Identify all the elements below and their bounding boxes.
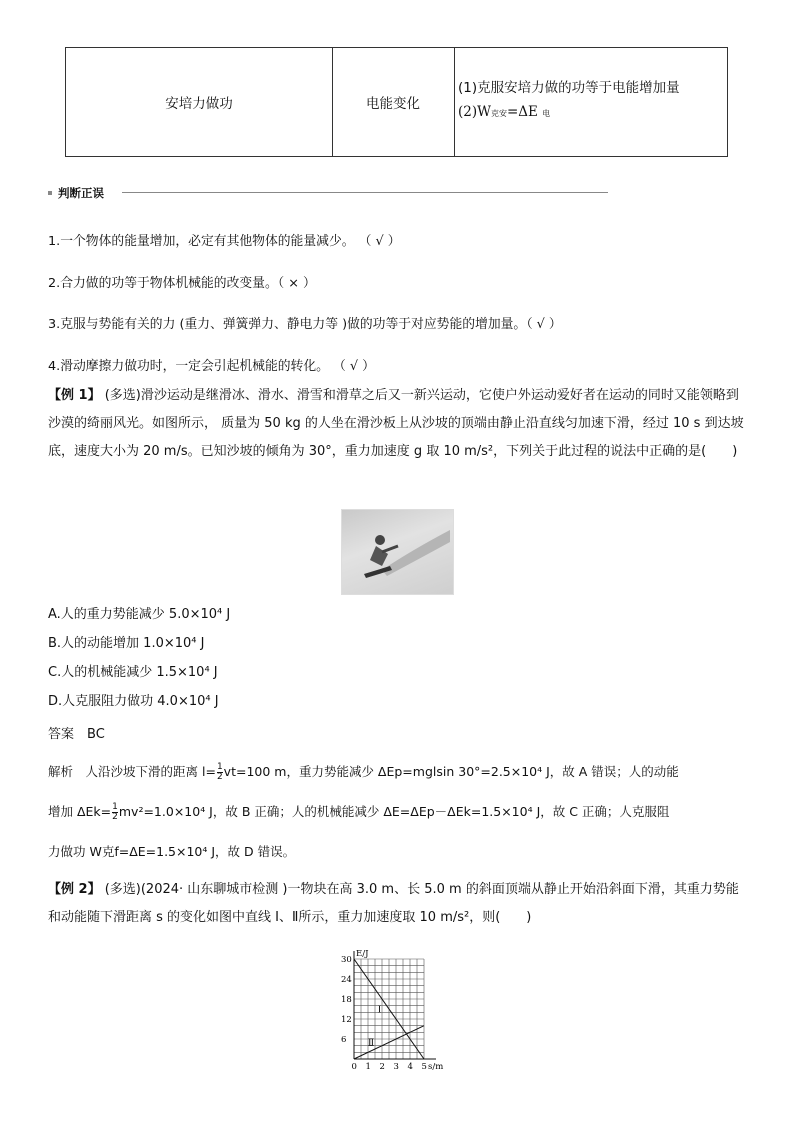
fraction-den: 2: [216, 772, 223, 782]
energy-distance-chart: [336, 944, 456, 1072]
option-d: D.人克服阻力做功 4.0×10⁴ J: [48, 694, 219, 709]
relation-sub-2: 电: [542, 109, 551, 118]
example-1-text: [48, 382, 748, 466]
answer-line: [48, 723, 105, 742]
section-heading: [48, 185, 104, 201]
section-title: 判断正误: [58, 186, 104, 200]
x-tick-label: 3: [393, 1062, 399, 1072]
analysis-text-2a: 增加 ΔEk=: [48, 804, 112, 819]
x-tick-label: 5: [421, 1062, 427, 1072]
y-tick-label: 30: [341, 955, 352, 965]
fraction-num-2: 1: [112, 802, 118, 812]
relation-line-2: [458, 104, 550, 120]
energy-work-table: [65, 47, 728, 157]
analysis-line-2: [48, 802, 669, 822]
analysis-label: 解析: [48, 764, 74, 779]
series-label-1: Ⅰ: [377, 1005, 382, 1016]
answer-label: 答案: [48, 727, 75, 742]
example-1-question: (多选)滑沙运动是继滑冰、滑水、滑雪和滑草之后又一新兴运动，它使户外运动爱好者在运动的同时又能领略到沙漠的绮丽风光。如图所示， 质量为 50 kg 的人坐在滑沙板上从沙坡的顶端由静止沿直线匀加速下滑，经过 10 s 到达坡底，速度大小为 20 m/s。已知沙坡的倾角为 30°，重力加速度 g 取 10 m/s²，下列关于此过程的说法中正确的是( ): [48, 388, 744, 459]
analysis-text-2b: mv²=1.0×10⁴ J，故 B 正确；人的机械能减少 ΔE=ΔEp－ΔEk=1.5×10⁴ J，故 C 正确；人克服阻: [118, 804, 670, 819]
relation-sub-1: 克安: [491, 109, 507, 118]
bullet-square-icon: [48, 191, 52, 195]
example-2-text: [48, 876, 748, 932]
x-tick-label: 1: [365, 1062, 371, 1072]
y-tick-label: 24: [341, 975, 352, 985]
fraction-num: 1: [216, 762, 223, 772]
judgment-1: 1.一个物体的能量增加，必定有其他物体的能量减少。 （ √ ）: [48, 234, 401, 249]
example-2-label: 【例 2】: [48, 882, 101, 897]
answer-value: BC: [87, 727, 105, 742]
y-tick-label: 6: [341, 1035, 347, 1045]
table-cell-work: 安培力做功: [66, 48, 333, 156]
analysis-line-1: [48, 762, 679, 782]
fraction-half: [217, 763, 223, 782]
judgment-3: 3.克服与势能有关的力 (重力、弹簧弹力、静电力等 )做的功等于对应势能的增加量。（ √ ）: [48, 317, 562, 332]
section-divider: [122, 192, 608, 193]
y-tick-label: 18: [341, 995, 352, 1005]
table-cell-relation: [455, 48, 727, 156]
x-tick-label: 0: [351, 1062, 357, 1072]
example-2-question: (多选)(2024· 山东聊城市检测 )一物块在高 3.0 m、长 5.0 m 的斜面顶端从静止开始沿斜面下滑，其重力势能和动能随下滑距离 s 的变化如图中直线 Ⅰ、Ⅱ所示，重力加速度取 10 m/s²，则( ): [48, 882, 739, 925]
sandboarder-image-icon: [342, 510, 453, 594]
option-c: C.人的机械能减少 1.5×10⁴ J: [48, 665, 218, 680]
fraction-den-2: 2: [112, 812, 118, 822]
analysis-text-1b: vt=100 m，重力势能减少 ΔEp=mglsin 30°=2.5×10⁴ J，故 A 错误；人的动能: [223, 764, 679, 779]
analysis-text-1a: 人沿沙坡下滑的距离 l=: [73, 764, 216, 779]
fraction-half-2: [112, 803, 118, 822]
sandboarding-photo: [341, 509, 454, 595]
series-label-2: Ⅱ: [368, 1038, 375, 1049]
relation-line-1: (1)克服安培力做的功等于电能增加量: [458, 80, 680, 96]
x-tick-label: 2: [379, 1062, 385, 1072]
judgment-2: 2.合力做的功等于物体机械能的改变量。（ × ）: [48, 276, 316, 291]
x-axis-label: s/m: [428, 1062, 444, 1072]
table-cell-energy-change: 电能变化: [332, 48, 455, 156]
y-tick-label: 12: [341, 1015, 352, 1025]
option-b: B.人的动能增加 1.0×10⁴ J: [48, 636, 205, 651]
analysis-line-3: 力做功 W克f=ΔE=1.5×10⁴ J，故 D 错误。: [48, 844, 296, 859]
example-1-label: 【例 1】: [48, 388, 101, 403]
relation-w: (2)W: [458, 104, 491, 120]
relation-mid: =ΔE: [507, 104, 538, 120]
option-a: A.人的重力势能减少 5.0×10⁴ J: [48, 607, 231, 622]
x-tick-label: 4: [407, 1062, 413, 1072]
judgment-4: 4.滑动摩擦力做功时，一定会引起机械能的转化。 （ √ ）: [48, 359, 375, 374]
y-axis-label: E/J: [356, 949, 369, 959]
